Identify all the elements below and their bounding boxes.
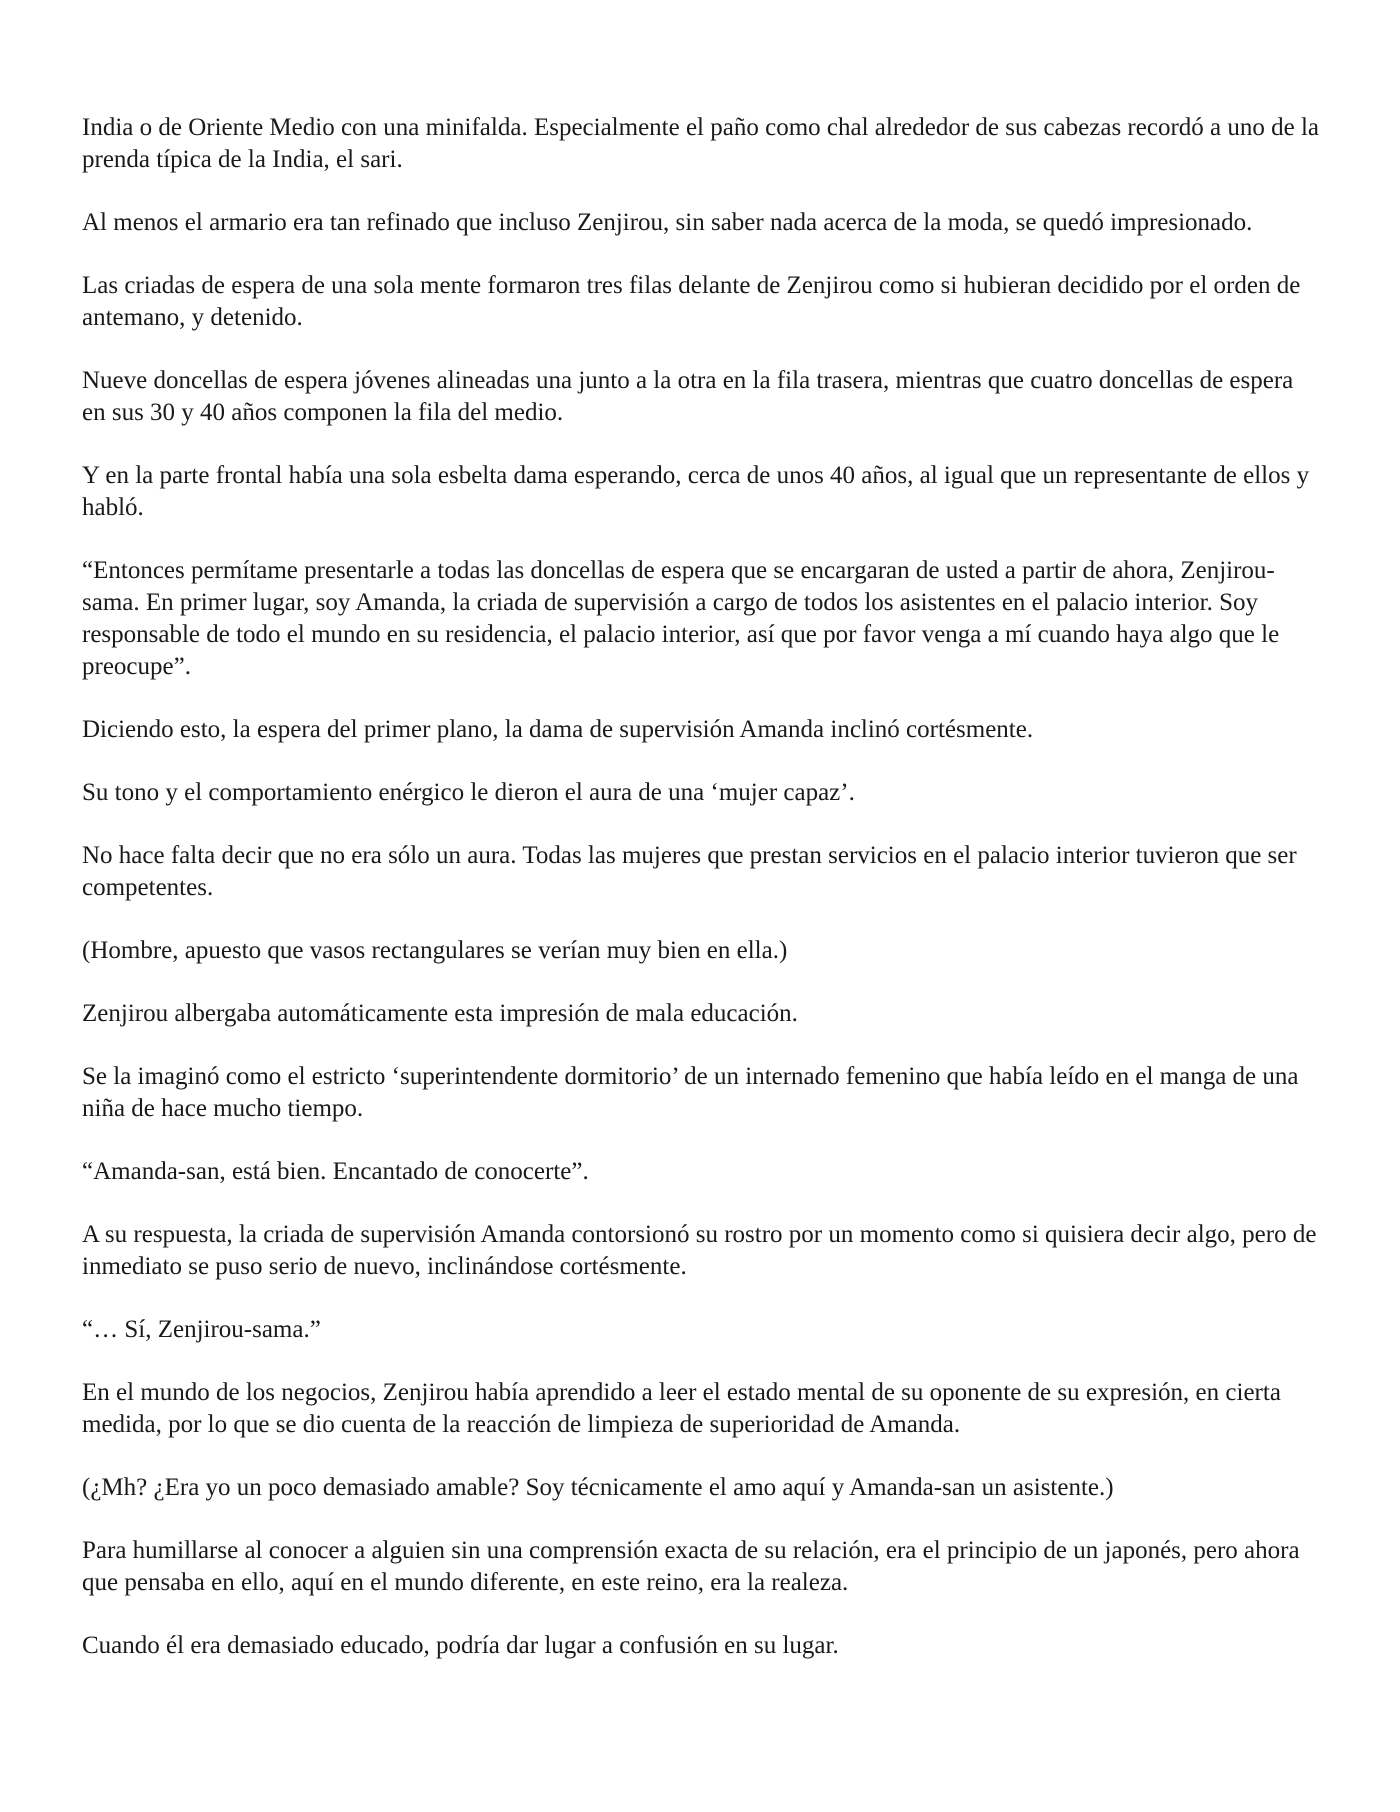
paragraph-12: Se la imaginó como el estricto ‘superintendente dormitorio’ de un internado femenino que había leído en el manga de una niña de hace mucho tiempo. [82, 1063, 1299, 1122]
paragraph-14: A su respuesta, la criada de supervisión Amanda contorsionó su rostro por un momento como si quisiera decir algo, pero de inmediato se puso serio de nuevo, inclinándose cortésmente. [82, 1221, 1317, 1280]
paragraph-3: Las criadas de espera de una sola mente formaron tres filas delante de Zenjirou como si hubieran decidido por el orden de antemano, y detenido. [82, 272, 1301, 331]
paragraph-6: “Entonces permítame presentarle a todas las doncellas de espera que se encargaran de usted a partir de ahora, Zenjirou-sama. En primer lugar, soy Amanda, la criada de supervisión a cargo de todos los asistentes en el palacio interior. Soy responsable de todo el mundo en su residencia, el palacio interior, así que por favor venga a mí cuando haya algo que le preocupe”. [82, 557, 1280, 680]
paragraph-15: “… Sí, Zenjirou-sama.” [82, 1316, 321, 1343]
paragraph-8: Su tono y el comportamiento enérgico le dieron el aura de una ‘mujer capaz’. [82, 779, 855, 806]
paragraph-2: Al menos el armario era tan refinado que incluso Zenjirou, sin saber nada acerca de la moda, se quedó impresionado. [82, 209, 1253, 236]
paragraph-7: Diciendo esto, la espera del primer plano, la dama de supervisión Amanda inclinó cortésmente. [82, 716, 1034, 743]
paragraph-18: Para humillarse al conocer a alguien sin una comprensión exacta de su relación, era el principio de un japonés, pero ahora que pensaba en ello, aquí en el mundo diferente, en este reino, era la realeza. [82, 1537, 1300, 1596]
paragraph-4: Nueve doncellas de espera jóvenes alineadas una junto a la otra en la fila trasera, mientras que cuatro doncellas de espera en sus 30 y 40 años componen la fila del medio. [82, 367, 1294, 426]
paragraph-13: “Amanda-san, está bien. Encantado de conocerte”. [82, 1158, 589, 1185]
document-page [82, 112, 1322, 1693]
paragraph-10: (Hombre, apuesto que vasos rectangulares se verían muy bien en ella.) [82, 937, 788, 964]
paragraph-11: Zenjirou albergaba automáticamente esta impresión de mala educación. [82, 1000, 798, 1027]
paragraph-19: Cuando él era demasiado educado, podría dar lugar a confusión en su lugar. [82, 1632, 839, 1659]
paragraph-5: Y en la parte frontal había una sola esbelta dama esperando, cerca de unos 40 años, al igual que un representante de ellos y habló. [82, 462, 1310, 521]
paragraph-1: India o de Oriente Medio con una minifalda. Especialmente el paño como chal alrededor de sus cabezas recordó a uno de la prenda típica de la India, el sari. [82, 114, 1319, 173]
paragraph-17: (¿Mh? ¿Era yo un poco demasiado amable? Soy técnicamente el amo aquí y Amanda-san un asistente.) [82, 1474, 1114, 1501]
paragraph-9: No hace falta decir que no era sólo un aura. Todas las mujeres que prestan servicios en el palacio interior tuvieron que ser competentes. [82, 842, 1297, 901]
paragraph-16: En el mundo de los negocios, Zenjirou había aprendido a leer el estado mental de su oponente de su expresión, en cierta medida, por lo que se dio cuenta de la reacción de limpieza de superioridad de Amanda. [82, 1379, 1281, 1438]
